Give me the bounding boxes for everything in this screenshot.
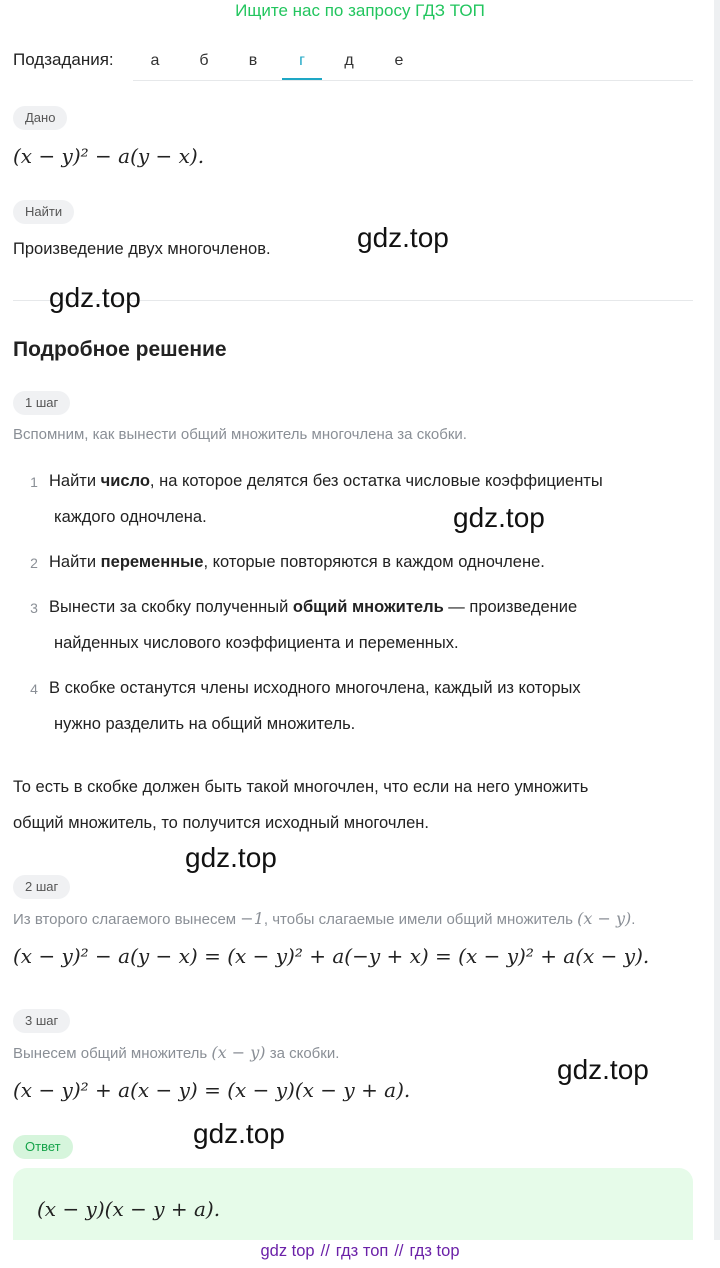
list-number-1: 1: [30, 474, 38, 490]
watermark-text: gdz.top: [49, 282, 141, 313]
list-item-1: Найти число, на которое делятся без остатка числовые коэффициенты: [49, 472, 603, 490]
find-badge: Найти: [13, 200, 74, 224]
solution-title: Подробное решение: [13, 338, 227, 361]
watermark-text: gdz.top: [193, 1118, 285, 1149]
watermark-text: gdz.top: [557, 1054, 649, 1085]
tab-e[interactable]: е: [394, 52, 404, 69]
list-number-4: 4: [30, 681, 38, 697]
step1-badge: 1 шаг: [13, 391, 70, 415]
list-item-2: Найти переменные, которые повторяются в каждом одночлене.: [49, 553, 545, 571]
footer-separator: //: [320, 1242, 330, 1260]
subtask-tabs: [133, 48, 693, 81]
list-item-1-cont: каждого одночлена.: [54, 508, 207, 526]
step3-intro: Вынесем общий множитель (x − y) за скобки.: [13, 1043, 340, 1062]
watermark-text: gdz.top: [357, 222, 449, 253]
step2-badge: 2 шаг: [13, 875, 70, 899]
answer-badge: Ответ: [13, 1135, 73, 1159]
step1-conclusion-line2: общий множитель, то получится исходный многочлен.: [13, 814, 429, 832]
subtasks-label: Подзадания:: [13, 50, 114, 69]
list-item-3: Вынести за скобку полученный общий множитель — произведение: [49, 598, 578, 616]
find-text: Произведение двух многочленов.: [13, 240, 271, 258]
step2-intro: Из второго слагаемого вынесем −1, чтобы слагаемые имели общий множитель (x − y).: [13, 909, 636, 928]
tab-d[interactable]: д: [344, 52, 354, 69]
footer-separator: //: [394, 1242, 404, 1260]
search-banner: Ищите нас по запросу ГДЗ ТОП: [235, 1, 485, 20]
step3-expression: (x − y)² + a(x − y) = (x − y)(x − y + a).: [13, 1078, 411, 1102]
tab-v[interactable]: в: [248, 52, 258, 69]
list-item-4-cont: нужно разделить на общий множитель.: [54, 715, 356, 733]
step2-expression: (x − y)² − a(y − x) = (x − y)² + a(−y + x) = (x − y)² + a(x − y).: [13, 944, 650, 968]
scrollbar-track[interactable]: [714, 0, 720, 1240]
list-item-4: В скобке останутся члены исходного многочлена, каждый из которых: [49, 679, 581, 697]
step1-intro: Вспомним, как вынести общий множитель многочлена за скобки.: [13, 426, 467, 443]
footer-link-2[interactable]: гдз топ: [335, 1242, 389, 1260]
answer-expression: (x − y)(x − y + a).: [37, 1197, 221, 1221]
list-number-3: 3: [30, 600, 38, 616]
list-item-3-cont: найденных числового коэффициента и переменных.: [54, 634, 459, 652]
given-badge: Дано: [13, 106, 67, 130]
footer-link-3[interactable]: гдз top: [409, 1242, 460, 1260]
footer-links: [0, 1242, 720, 1261]
watermark-text: gdz.top: [453, 502, 545, 533]
tab-b[interactable]: б: [199, 52, 209, 69]
tab-g[interactable]: г: [282, 48, 322, 80]
watermark-text: gdz.top: [185, 842, 277, 873]
footer-link-1[interactable]: gdz top: [260, 1242, 315, 1260]
step1-conclusion-line1: То есть в скобке должен быть такой многочлен, что если на него умножить: [13, 778, 589, 796]
step3-badge: 3 шаг: [13, 1009, 70, 1033]
tab-a[interactable]: а: [150, 52, 160, 69]
given-expression: (x − y)² − a(y − x).: [13, 144, 205, 168]
list-number-2: 2: [30, 555, 38, 571]
